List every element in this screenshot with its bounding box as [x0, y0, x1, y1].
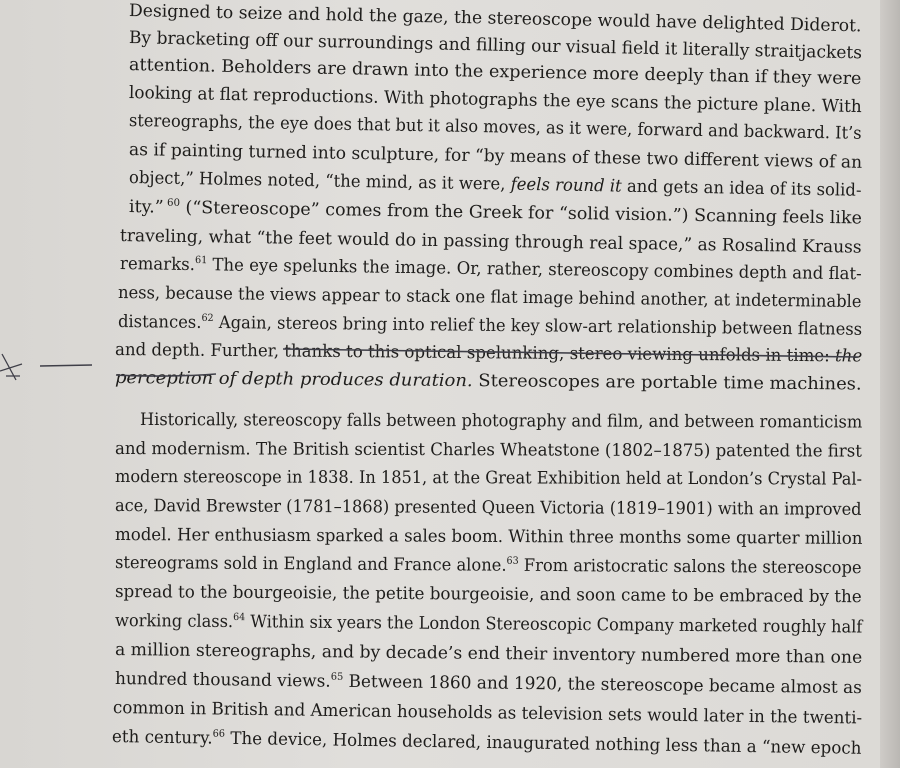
text-span: attention. Beholders are drawn into the experience more deeply than if they were — [128, 55, 862, 90]
text-line — [129, 168, 862, 201]
footnote-ref: 61 — [194, 255, 208, 267]
pencil-margin-mark — [0, 354, 22, 380]
text-span: feels round it — [510, 174, 622, 197]
text-span: perception of depth produces duration. — [114, 368, 473, 392]
text-span: By bracketing off our surroundings and filling our visual field it literally straitjackets — [128, 28, 863, 64]
text-span: a million stereographs, and by decade’s end their inventory numbered more than one — [114, 640, 863, 668]
text-line — [112, 727, 862, 759]
text-line — [115, 640, 862, 668]
text-span: and gets an idea of its solid- — [621, 176, 862, 201]
text-line — [115, 525, 863, 549]
text-line — [115, 582, 862, 607]
text-span: Designed to seize and hold the gaze, the stereoscope would have delighted Diderot. — [128, 1, 862, 37]
text-span: Within six years the London Stereoscopic Company marketed roughly half — [245, 612, 863, 638]
text-line — [120, 254, 862, 284]
text-span: hundred thousand views. — [114, 669, 331, 692]
footnote-ref: 64 — [233, 612, 246, 624]
text-span: From aristocratic salons the stereoscope — [518, 555, 862, 579]
text-span: the — [834, 346, 863, 367]
text-span: spread to the bourgeoisie, the petite bourgeoisie, and soon came to be embraced by the — [114, 582, 862, 608]
text-line — [115, 340, 862, 367]
text-line — [118, 312, 862, 340]
text-span: common in British and American households as television sets would later in the twenti- — [112, 698, 863, 729]
text-span: Between 1860 and 1920, the stereoscope became almost as — [343, 671, 862, 699]
text-line — [115, 467, 862, 490]
text-span: ity.” — [128, 197, 164, 218]
text-span: Again, stereos bring into relief the key slow-art relationship between flatness — [213, 313, 863, 340]
footnote-ref: 66 — [212, 728, 226, 740]
text-span: The device, Holmes declared, inaugurated nothing less than a “new epoch — [224, 728, 862, 759]
text-span: traveling, what “the feet would do in passing through real space,” as Rosalind Krauss — [119, 226, 862, 258]
text-span: and modernism. The British scientist Charles Wheatstone (1802–1875) patented the first — [114, 439, 862, 462]
text-span: remarks. — [119, 254, 196, 276]
text-span: distances. — [117, 312, 202, 333]
text-line — [115, 669, 862, 698]
text-span: modern stereoscope in 1838. In 1851, at the Great Exhibition held at London’s Crystal Pal- — [114, 467, 863, 490]
text-line — [120, 226, 862, 258]
footnote-ref: 62 — [201, 312, 214, 325]
text-span: object,” Holmes noted, “the mind, as it were, — [128, 168, 511, 195]
text-span: stereograms sold in England and France alone. — [114, 553, 507, 576]
text-span: and depth. Further, thanks to this optical spelunking, stereo viewing unfolds in time: — [114, 340, 836, 367]
text-line — [129, 197, 862, 229]
text-span: eth century. — [111, 727, 213, 749]
text-line — [115, 611, 863, 638]
text-span: ness, because the views appear to stack one flat image behind another, at indeterminable — [117, 283, 862, 313]
text-span: looking at flat reproductions. With photographs the eye scans the picture plane. With — [128, 83, 862, 118]
footnote-ref: 65 — [330, 671, 344, 683]
text-span: The eye spelunks the image. Or, rather, stereoscopy combines depth and flat- — [207, 255, 862, 285]
text-line — [115, 553, 862, 578]
text-span: model. Her enthusiasm sparked a sales boom. Within three months some quarter million — [114, 525, 863, 549]
text-line — [140, 410, 862, 433]
text-span: Stereoscopes are portable time machines. — [472, 371, 862, 395]
text-line — [129, 140, 863, 173]
text-line — [115, 496, 862, 520]
page-gutter-shadow — [880, 0, 900, 768]
footnote-ref: 63 — [506, 555, 519, 567]
text-line — [113, 698, 862, 728]
text-span: as if painting turned into sculpture, for “by means of these two different views of an — [128, 140, 863, 173]
text-line — [115, 368, 862, 395]
text-line — [129, 111, 862, 144]
text-line — [118, 283, 862, 312]
text-span: ace, David Brewster (1781–1868) presented Queen Victoria (1819–1901) with an improved — [114, 496, 862, 520]
text-span: (“Stereoscope” comes from the Greek for “solid vision.”) Scanning feels like — [179, 197, 863, 229]
pencil-margin-dash — [40, 365, 92, 366]
text-span: working class. — [114, 611, 234, 633]
footnote-ref: 60 — [163, 197, 181, 209]
text-line — [115, 439, 862, 462]
text-span: stereographs, the eye does that but it also moves, as it were, forward and backward. It’s — [128, 111, 862, 144]
text-span: Historically, stereoscopy falls between photography and film, and between romanticism — [139, 410, 863, 433]
